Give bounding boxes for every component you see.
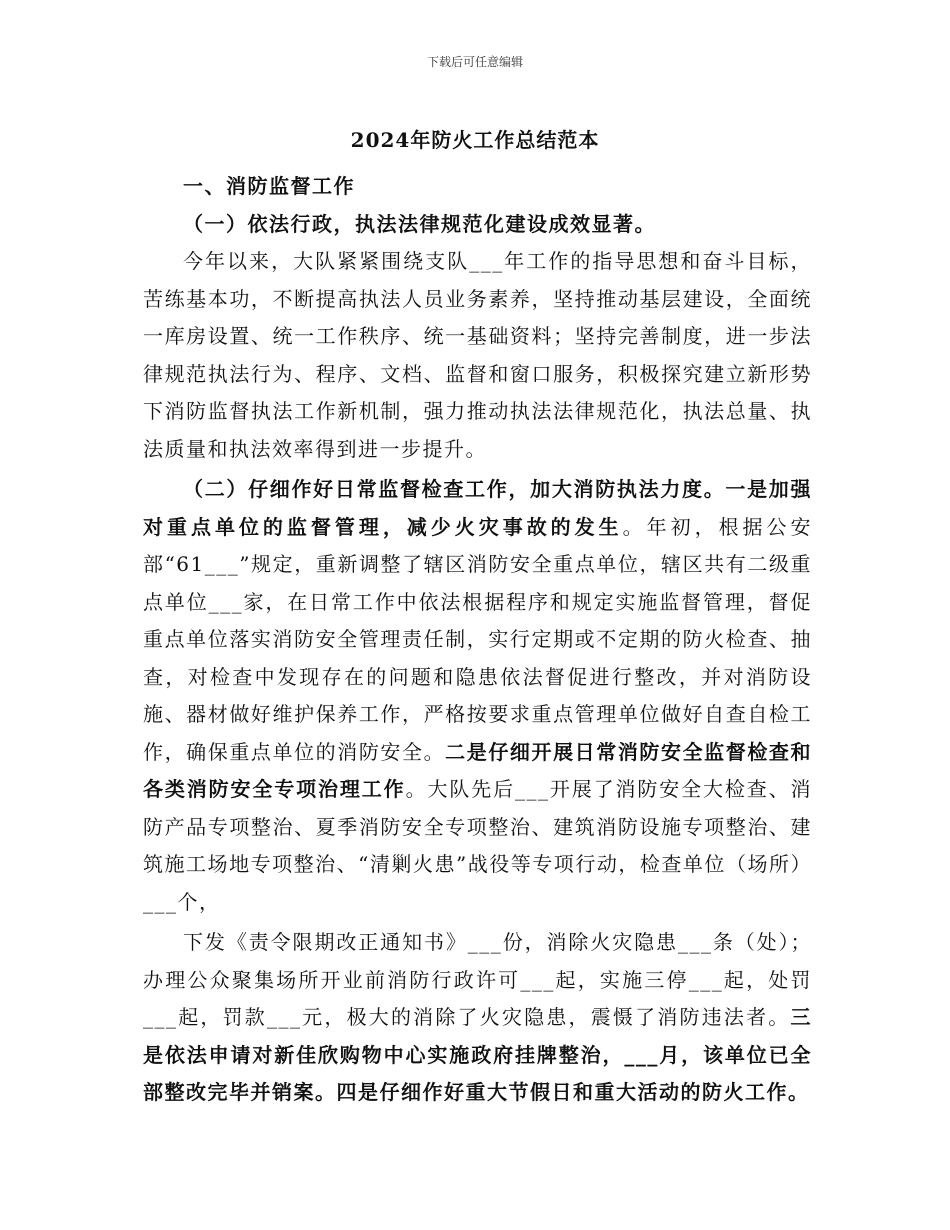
paragraph-1: 今年以来，大队紧紧围绕支队___年工作的指导思想和奋斗目标，苦练基本功，不断提高执法人员业务素养，坚持推动基层建设，全面统一库房设置、统一工作秩序、统一基础资料；坚持完善制度，进一步法律规范执法行为、程序、文档、监督和窗口服务，积极探究建立新形势下消防监督执法工作新机制，强力推动执法法律规范化，执法总量、执法质量和执法效率得到进一步提升。: [143, 249, 812, 461]
section-heading: 一、消防监督工作: [183, 174, 355, 198]
paragraph-2-bold-1: （二）仔细作好日常监督检查工作，加大消防执法力度。一是加强对重点单位的监督管理，减少火灾事故的发生: [143, 477, 812, 539]
paragraph-3-text-1: 下发《责令限期改正通知书》___份，消除火灾隐患___条（处）；办理公众聚集场所开业前消防行政许可___起，实施三停___起，处罚___起，罚款___元，极大的消除了火灾隐患，震慑了消防违法者。: [143, 930, 812, 1029]
document-body: [143, 168, 812, 1112]
paragraph-2-bold-2: 二是仔细开展日常消防安全监督检查和各类消防安全专项治理工作: [143, 739, 813, 801]
paragraph-2: [143, 471, 812, 921]
paragraph-2-text-1: 。年初，根据公安部“61___”规定，重新调整了辖区消防安全重点单位，辖区共有二级重点单位___家，在日常工作中依法根据程序和规定实施监督管理，督促重点单位落实消防安全管理责任制，实行定期或不定期的防火检查、抽查，对检查中发现存在的问题和隐患依法督促进行整改，并对消防设施、器材做好维护保养工作，严格按要求重点管理单位做好自查自检工作，确保重点单位的消防安全。: [143, 514, 813, 764]
paragraph-3-bold-1: 三是依法申请对新佳欣购物中心实施政府挂牌整治，___月，该单位已全部整改完毕并销案。四是仔细作好重大节假日和重大活动的防火工作。: [143, 1005, 812, 1104]
paragraph-2-text-2: 。大队先后___开展了消防安全大检查、消防产品专项整治、夏季消防安全专项整治、建筑消防设施专项整治、建筑施工场地专项整治、“清剿火患”战役等专项行动，检查单位（场所）___个，: [143, 777, 813, 914]
paragraph-3: [143, 924, 812, 1112]
page-header: 下载后可任意编辑: [426, 55, 523, 69]
subsection-heading: （一）依法行政，执法法律规范化建设成效显著。: [183, 211, 656, 236]
document-title: 2024年防火工作总结范本: [350, 128, 600, 152]
